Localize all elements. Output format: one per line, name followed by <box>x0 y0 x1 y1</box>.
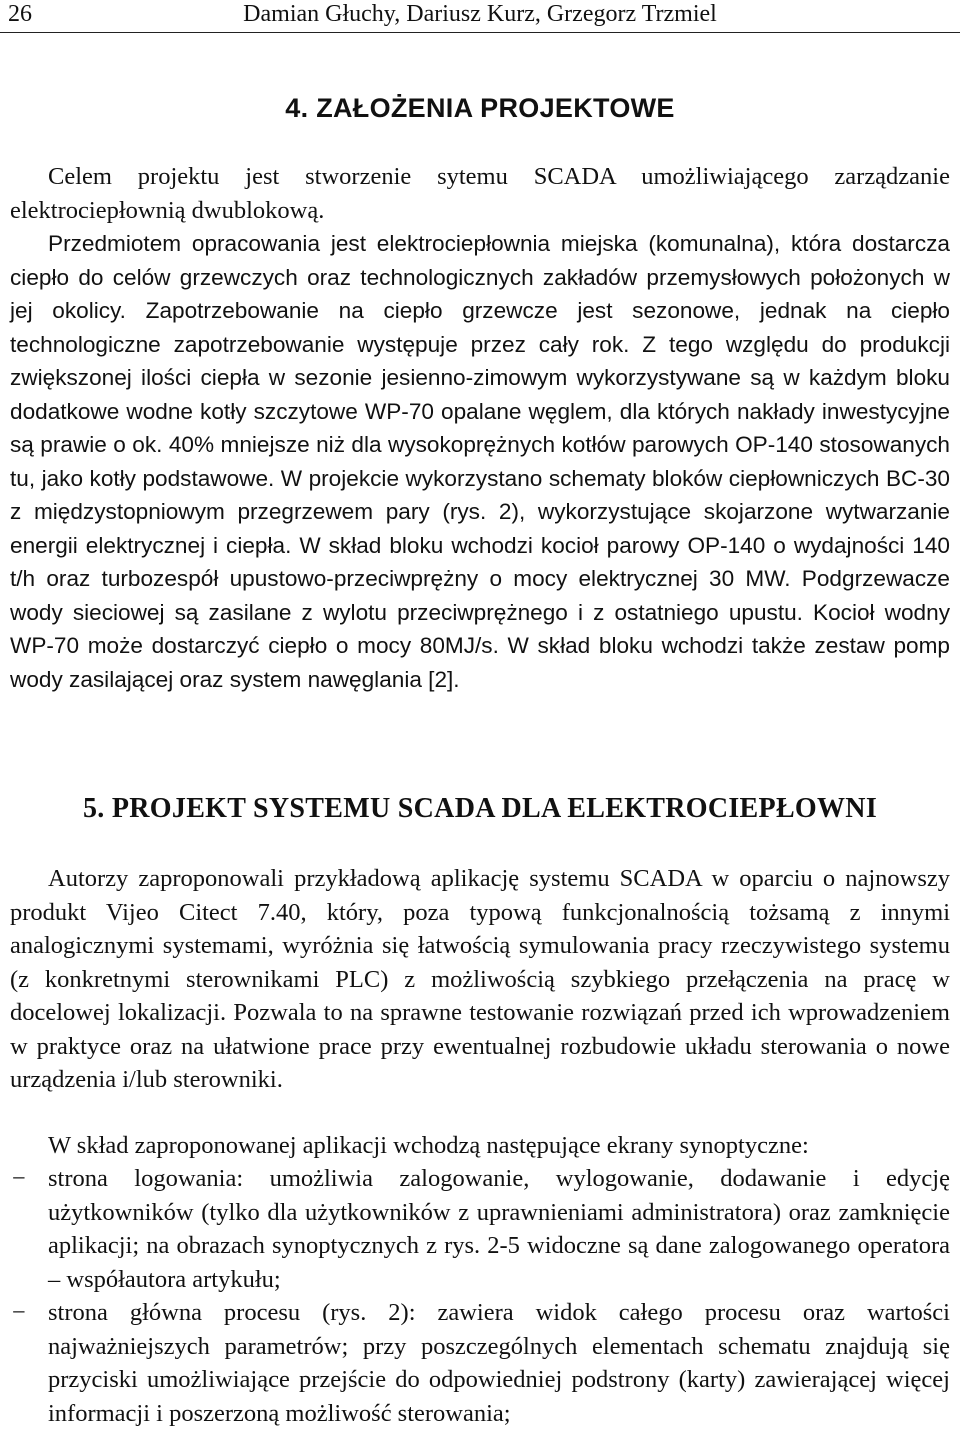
section-4-paragraph-1: Celem projektu jest stworzenie sytemu SCADA umożliwiającego zarządzanie elektrociepłownią dwublokową. <box>10 163 950 224</box>
running-header <box>0 0 960 33</box>
bullet-dash: − <box>12 1165 26 1192</box>
section-4-heading: 4. ZAŁOŻENIA PROJEKTOWE <box>285 93 675 123</box>
list-item <box>10 1162 950 1296</box>
list-item <box>10 1296 950 1430</box>
list-item-text: strona główna procesu (rys. 2): zawiera widok całego procesu oraz wartości najważniejszych parametrów; przy poszczególnych elementach schematu znajdują się przyciski umożliwiające przejście do odpowiedniej podstrony (karty) zawierającej więcej informacji i poszerzoną możliwość sterowania; <box>48 1299 950 1427</box>
list-item-text: strona logowania: umożliwia zalogowanie, wylogowanie, dodawanie i edycję użytkowników (tylko dla użytkowników z uprawnieniami administratora) oraz zamknięcie aplikacji; na obrazach synoptycznych z rys. 2-5 widoczne są dane zalogowanego operatora – współautora artykułu; <box>48 1165 950 1293</box>
running-header-authors: Damian Głuchy, Dariusz Kurz, Grzegorz Trzmiel <box>243 1 717 27</box>
section-5-heading: 5. PROJEKT SYSTEMU SCADA DLA ELEKTROCIEPŁOWNI <box>82 793 878 824</box>
section-5-paragraph-2: W skład zaproponowanej aplikacji wchodzą następujące ekrany synoptyczne: <box>48 1132 809 1159</box>
section-5-paragraph-1: Autorzy zaproponowali przykładową aplikację systemu SCADA w oparciu o najnowszy produkt Vijeo Citect 7.40, który, poza typową funkcjonalnością tożsamą z innymi analogicznymi systemami, wyróżnia się łatwością symulowania pracy rzeczywistego systemu (z konkretnymi sterownikami PLC) z możliwością szybkiego przełączenia na pracę w docelowej lokalizacji. Pozwala to na sprawne testowanie rozwiązań przed ich wprowadzeniem w praktyce oraz na ułatwione prace przy ewentualnej rozbudowie układu sterowania o nowe urządzenia i/lub sterowniki. <box>10 865 950 1093</box>
synoptic-screens-list <box>10 1162 950 1430</box>
bullet-dash: − <box>12 1299 26 1326</box>
page-number: 26 <box>8 1 32 27</box>
section-4-paragraph-2: Przedmiotem opracowania jest elektrociepłownia miejska (komunalna), która dostarcza ciepło do celów grzewczych oraz technologicznych zakładów przemysłowych położonych w jej okolicy. Zapotrzebowanie na ciepło grzewcze jest sezonowe, jednak na ciepło technologiczne zapotrzebowanie występuje przez cały rok. Z tego względu do produkcji zwiększonej ilości ciepła w sezonie jesienno-zimowym wykorzystywane są w każdym bloku dodatkowe wodne kotły szczytowe WP-70 opalane węglem, dla których nakłady inwestycyjne są prawie o ok. 40% mniejsze niż dla wysokoprężnych kotłów parowych OP-140 stosowanych tu, jako kotły podstawowe. W projekcie wykorzystano schematy bloków ciepłowniczych BC-30 z międzystopniowym przegrzewem pary (rys. 2), wykorzystujące skojarzone wytwarzanie energii elektrycznej i ciepła. W skład bloku wchodzi kocioł parowy OP-140 o wydajności 140 t/h oraz turbozespół upustowo-przeciwprężny o mocy elektrycznej 30 MW. Podgrzewacze wody sieciowej są zasilane z wylotu przeciwprężnego i z ostatniego upustu. Kocioł wodny WP-70 może dostarczyć ciepło o mocy 80MJ/s. W skład bloku wchodzi także zestaw pomp wody zasilającej oraz system nawęglania [2]. <box>10 231 950 692</box>
